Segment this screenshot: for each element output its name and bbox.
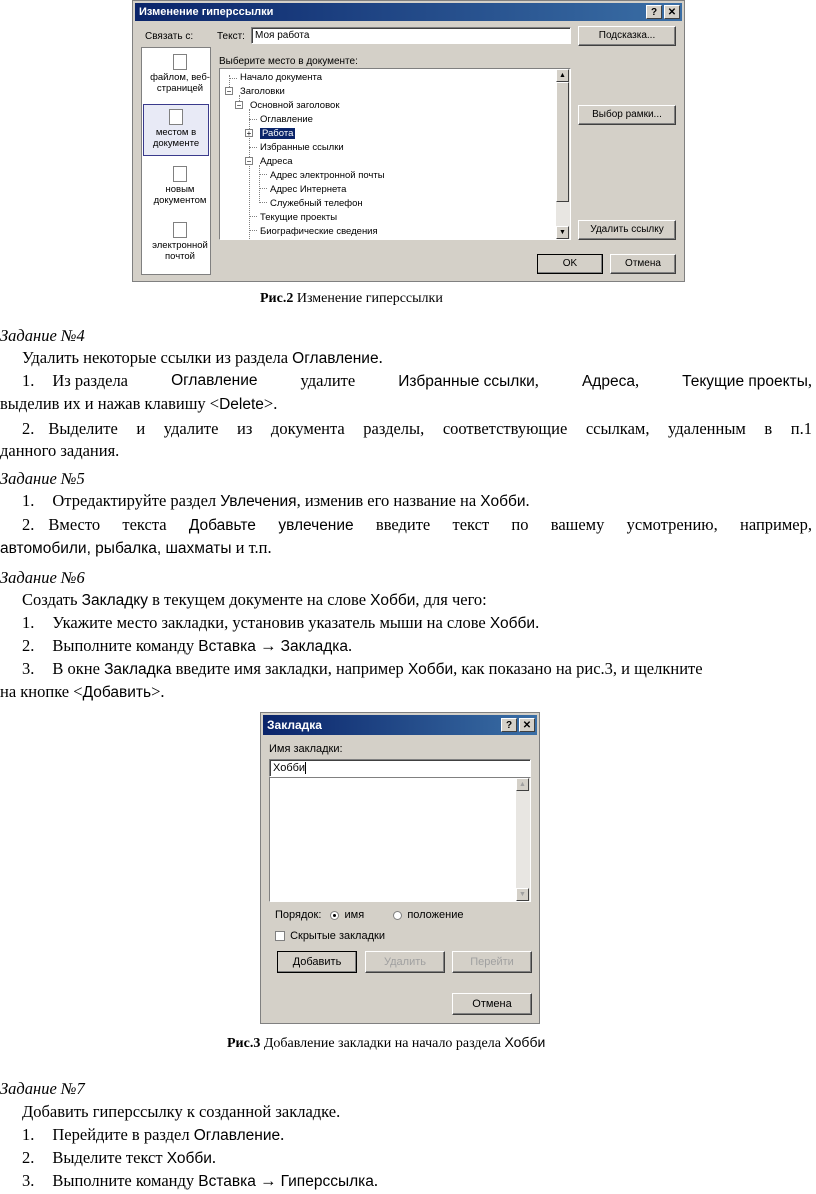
list-scrollbar[interactable] [516,778,530,901]
radio-by-name[interactable] [330,911,339,920]
collapse-icon[interactable]: − [236,101,242,110]
bookmark-list[interactable] [269,777,531,902]
tree-item[interactable]: Начало документа [240,72,323,83]
task-5-step-2-cont: автомобили, рыбалка, шахматы и т.п. [0,538,272,557]
cancel-button[interactable]: Отмена [610,254,676,274]
task-7-step-1: 1. Перейдите в раздел Оглавление. [22,1125,285,1144]
bookmark-dialog [260,712,540,1024]
help-icon[interactable]: ? [646,5,662,19]
figure-2-caption: Рис.2 Изменение гиперссылки [260,291,443,306]
task-7-intro: Добавить гиперссылку к созданной закладке. [22,1102,341,1121]
task-4-step-2-cont: данного задания. [0,441,120,460]
link-to-label: Связать с: [145,31,194,42]
task-6-step-2: 2. Выполните команду Вставка → Закладка. [22,636,353,655]
close-icon[interactable]: ✕ [664,5,680,19]
scroll-up-icon[interactable]: ▲ [556,69,569,82]
scroll-up-icon[interactable]: ▲ [516,778,529,791]
task-5-step-2: 2. Вместо текста Добавьте увлечение введите текст по вашему усмотрению, например, [22,515,812,534]
web-page-icon [173,54,187,70]
close-icon[interactable]: ✕ [519,718,535,732]
task-4-step-1: 1. Из раздела Оглавление удалите Избранные ссылки, Адреса, Текущие проекты, [22,371,812,390]
link-text-input[interactable] [251,27,571,44]
help-icon[interactable]: ? [501,718,517,732]
add-button[interactable]: Добавить [277,951,357,973]
place-in-document[interactable]: местом в документе [143,104,209,156]
place-in-doc-label: Выберите место в документе: [219,56,358,67]
tree-item[interactable]: Избранные ссылки [260,142,344,153]
email-icon [173,222,187,238]
task-4-intro: Удалить некоторые ссылки из раздела Оглавление. [22,348,383,367]
place-email[interactable]: электронной почтой [146,222,214,262]
task-6-step-3-cont: на кнопке <Добавить>. [0,682,165,701]
hidden-bookmarks-row [275,930,385,942]
scroll-down-icon[interactable]: ▼ [556,226,569,239]
task-6-step-1: 1. Укажите место закладки, установив указатель мыши на слове Хобби. [22,613,540,632]
tree-item[interactable]: Текущие проекты [260,212,338,223]
dialog-title-bar [135,3,682,21]
task-6-heading: Задание №6 [0,568,85,587]
edit-hyperlink-dialog [132,0,685,282]
document-place-icon [169,109,183,125]
dialog-title: Закладка [267,718,322,732]
link-text-value: Моя работа [255,30,310,41]
task-5-heading: Задание №5 [0,469,85,488]
tree-item[interactable]: Адреса [260,156,293,167]
document-tree[interactable] [219,68,571,240]
collapse-icon[interactable]: − [246,157,252,166]
places-bar [141,47,211,275]
hidden-bookmarks-checkbox[interactable] [275,931,285,941]
ok-button[interactable]: OK [537,254,603,274]
task-7-heading: Задание №7 [0,1079,85,1098]
frame-select-button[interactable]: Выбор рамки... [578,105,676,125]
task-4-step-1-cont: выделив их и нажав клавишу <Delete>. [0,394,278,413]
task-6-intro: Создать Закладку в текущем документе на слове Хобби, для чего: [22,590,487,609]
tree-item[interactable]: Адрес электронной почты [270,170,385,181]
cancel-button[interactable]: Отмена [452,993,532,1015]
expand-icon[interactable]: + [246,129,252,138]
dialog-title: Изменение гиперссылки [139,6,274,18]
text-label: Текст: [217,31,245,42]
bookmark-name-input[interactable] [269,759,531,777]
tree-scrollbar[interactable] [556,69,570,239]
tree-item-selected[interactable]: Работа [262,128,294,139]
radio-by-position-label: положение [407,909,464,921]
new-document-icon [173,166,187,182]
task-5-step-1: 1. Отредактируйте раздел Увлечения, изменив его название на Хобби. [22,491,530,510]
tree-item[interactable]: Основной заголовок [250,100,340,111]
tree-item[interactable]: Адрес Интернета [270,184,347,195]
sort-order-row [275,909,464,921]
collapse-icon[interactable]: − [226,87,232,96]
sort-order-label: Порядок: [275,909,322,921]
place-web-page[interactable]: файлом, веб- страницей [146,54,214,94]
radio-by-name-label: имя [344,909,365,921]
bookmark-name-label: Имя закладки: [269,743,343,755]
place-new-document[interactable]: новым документом [146,166,214,206]
goto-button[interactable]: Перейти [452,951,532,973]
tree-item[interactable]: Оглавление [260,114,313,125]
scroll-thumb[interactable] [556,82,569,202]
remove-link-button[interactable]: Удалить ссылку [578,220,676,240]
hint-button[interactable]: Подсказка... [578,26,676,46]
task-6-step-3: 3. В окне Закладка введите имя закладки, например Хобби, как показано на рис.3, и щелкните [22,659,703,678]
figure-3-caption: Рис.3 Добавление закладки на начало раздела Хобби [227,1034,546,1051]
tree-item[interactable]: Заголовки [240,86,285,97]
tree-item[interactable]: Биографические сведения [260,226,378,237]
hidden-bookmarks-label: Скрытые закладки [290,930,385,942]
radio-by-position[interactable] [393,911,402,920]
bookmark-name-value: Хобби [273,762,306,774]
task-4-heading: Задание №4 [0,326,85,345]
tree-item[interactable]: Служебный телефон [270,198,363,209]
dialog-title-bar [263,715,537,735]
task-7-step-3: 3. Выполните команду Вставка → Гиперссылка. [22,1171,378,1190]
task-4-step-2: 2. Выделите и удалите из документа разделы, соответствующие ссылкам, удаленным в п.1 [22,419,812,438]
task-7-step-2: 2. Выделите текст Хобби. [22,1148,217,1167]
scroll-down-icon[interactable]: ▼ [516,888,529,901]
delete-button[interactable]: Удалить [365,951,445,973]
